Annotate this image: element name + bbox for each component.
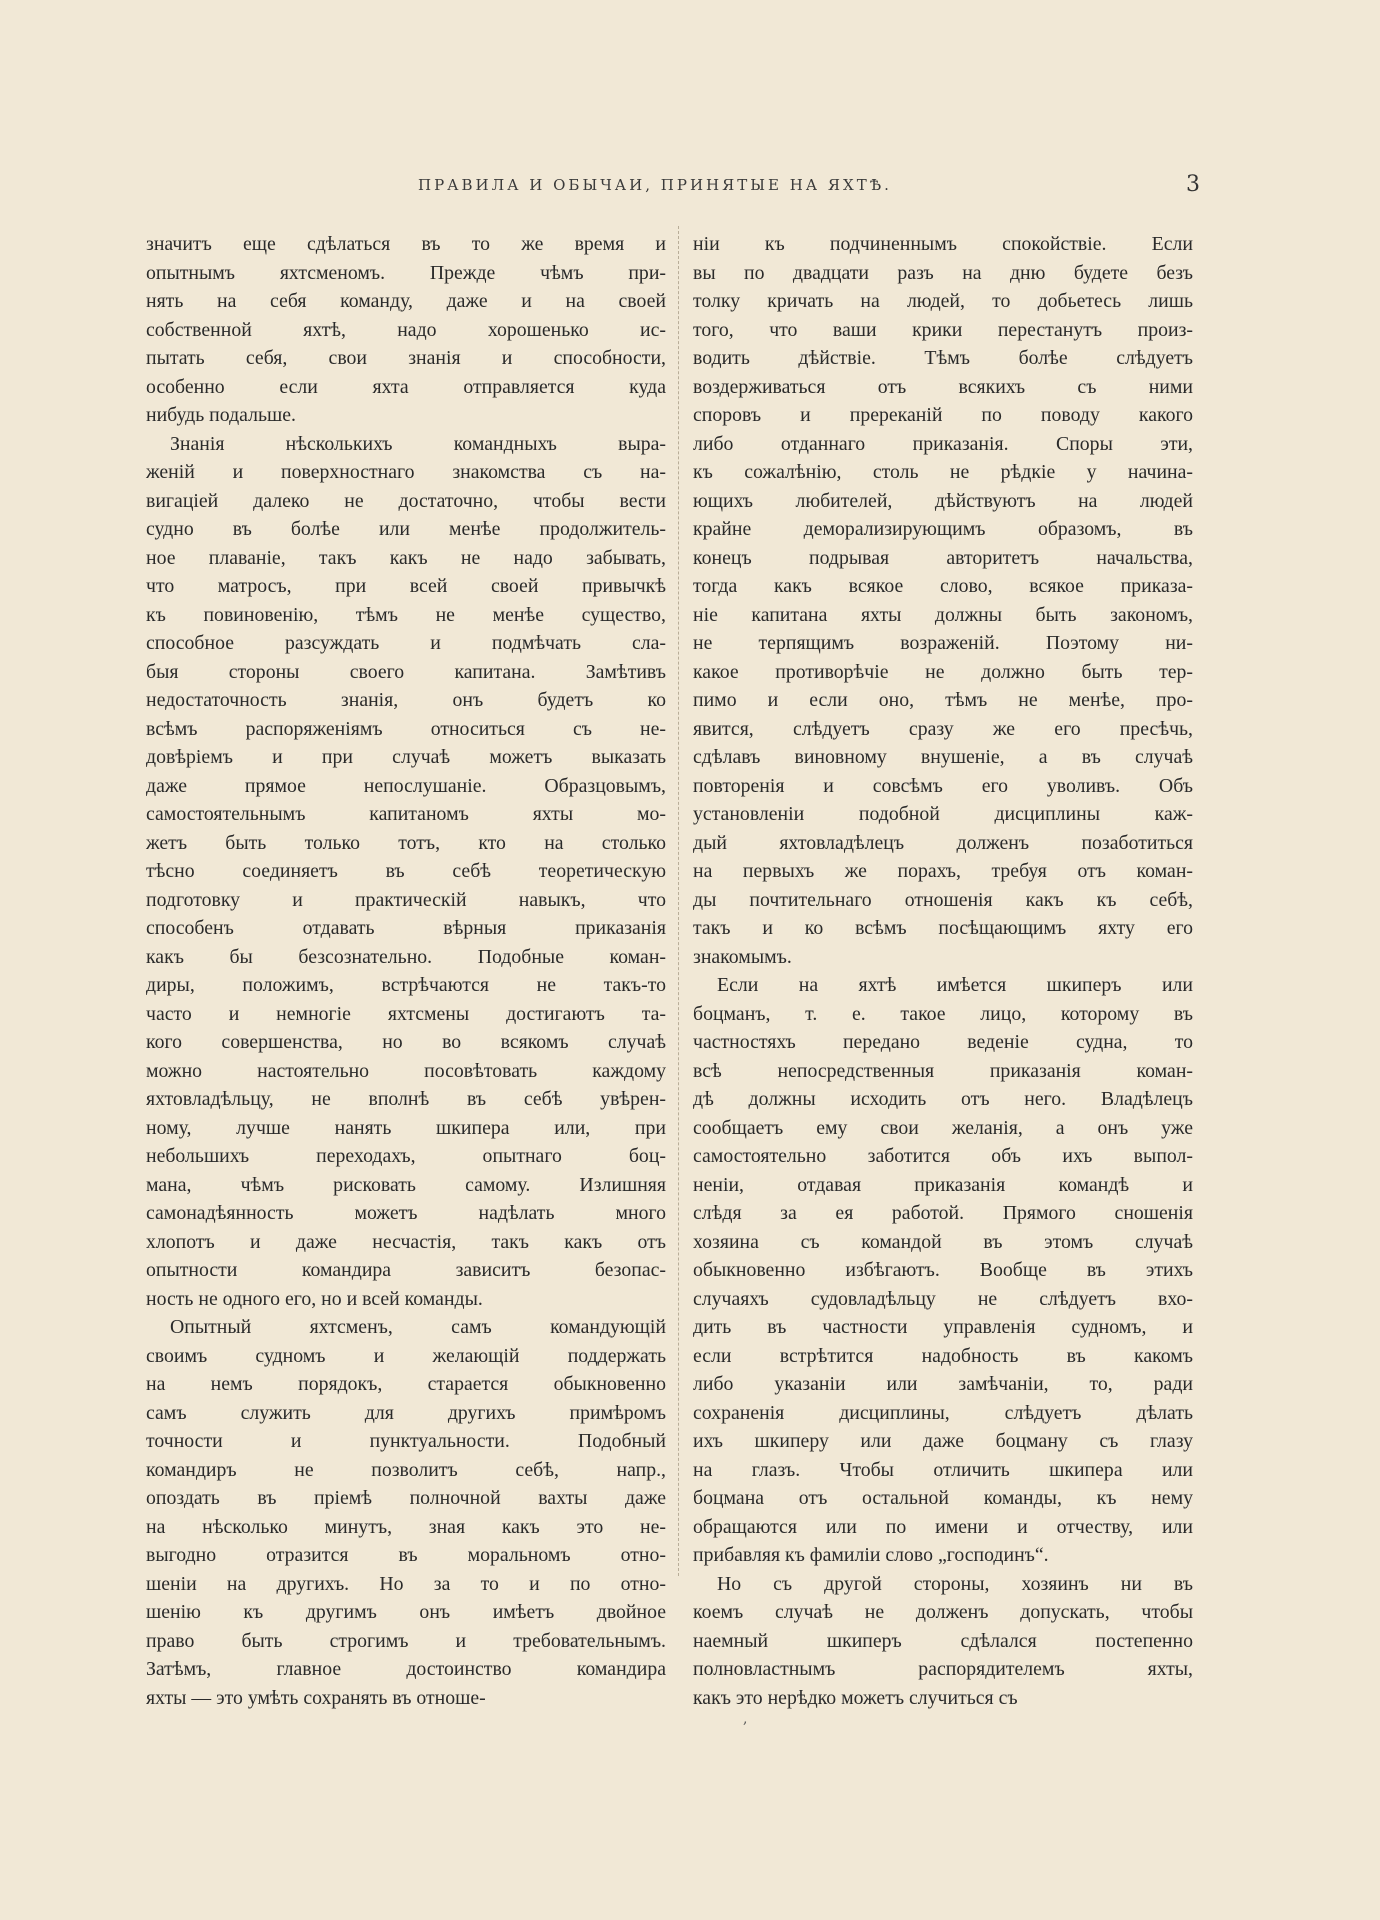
text-line: самонадѣянность можетъ надѣлать много — [146, 1202, 666, 1224]
text-line: можно настоятельно посовѣтовать каждому — [146, 1059, 666, 1082]
text-line: коемъ случаѣ не долженъ допускать, чтобы — [693, 1601, 1193, 1623]
text-line: сообщаетъ ему свои желанія, а онъ уже — [693, 1116, 1193, 1139]
text-line: хлопотъ и даже несчастія, такъ какъ отъ — [146, 1230, 666, 1253]
page-number: 3 — [1186, 172, 1200, 197]
text-line: ное плаваніе, такъ какъ не надо забывать, — [146, 546, 666, 569]
text-line: самостоятельнымъ капитаномъ яхты мо- — [146, 803, 666, 825]
text-line: дый яхтовладѣлецъ долженъ позаботиться — [693, 831, 1193, 854]
text-line: толку кричать на людей, то добьетесь лишь — [693, 290, 1193, 312]
text-line: явится, слѣдуетъ сразу же его пресѣчь, — [693, 717, 1193, 740]
running-title: ПРАВИЛА И ОБЫЧАИ, ПРИНЯТЫЕ НА ЯХТѢ. — [418, 176, 892, 194]
text-line: опытнымъ яхтсменомъ. Прежде чѣмъ при- — [146, 261, 666, 284]
text-line: Затѣмъ, главное достоинство командира — [146, 1658, 666, 1680]
text-line: яхты — это умѣть сохранять въ отноше- — [146, 1686, 486, 1709]
text-line: опытности командира зависитъ безопас- — [146, 1259, 666, 1281]
text-line: жетъ быть только тотъ, кто на столько — [146, 831, 666, 854]
text-line: крайне деморализирующимъ образомъ, въ — [693, 518, 1193, 540]
text-line: выгодно отразится въ моральномъ отно- — [146, 1544, 666, 1566]
text-line: на первыхъ же порахъ, требуя отъ коман- — [693, 860, 1193, 882]
text-line: особенно если яхта отправляется куда — [146, 375, 666, 398]
text-line: какое противорѣчіе не должно быть тер- — [693, 660, 1193, 683]
text-line: ному, лучше нанять шкипера или, при — [146, 1116, 666, 1139]
text-line: судно въ болѣе или менѣе продолжитель- — [146, 518, 666, 540]
text-line: водить дѣйствіе. Тѣмъ болѣе слѣдуетъ — [693, 347, 1193, 369]
text-line: не терпящимъ возраженій. Поэтому ни- — [693, 632, 1193, 654]
text-line: самостоятельно заботится объ ихъ выпол- — [693, 1145, 1193, 1167]
text-line: часто и немногіе яхтсмены достигаютъ та- — [146, 1002, 666, 1025]
text-line: сдѣлавъ виновному внушеніе, а въ случаѣ — [693, 746, 1193, 768]
text-line: Но съ другой стороны, хозяинъ ни въ — [717, 1572, 1193, 1595]
text-line: обращаются или по имени и отчеству, или — [693, 1515, 1193, 1538]
text-line: дить въ частности управленія судномъ, и — [693, 1316, 1193, 1338]
text-line: нибудь подальше. — [146, 404, 296, 426]
text-line: самъ служить для другихъ примѣромъ — [146, 1401, 666, 1424]
text-line: какъ бы безсознательно. Подобные коман- — [146, 945, 666, 968]
text-line: нять на себя команду, даже и на своей — [146, 290, 666, 312]
text-line: яхтовладѣльцу, не вполнѣ въ себѣ увѣрен- — [146, 1088, 666, 1110]
text-line: быя стороны своего капитана. Замѣтивъ — [146, 660, 666, 683]
text-line: ніи къ подчиненнымъ спокойствіе. Если — [693, 233, 1193, 255]
text-line: своимъ судномъ и желающій поддержать — [146, 1344, 666, 1367]
text-line: вигаціей далеко не достаточно, чтобы вести — [146, 489, 666, 512]
text-line: неніи, отдавая приказанія командѣ и — [693, 1173, 1193, 1196]
text-line: способное разсуждать и подмѣчать сла- — [146, 632, 666, 654]
text-line: опоздать въ пріемѣ полночной вахты даже — [146, 1487, 666, 1509]
text-line: къ сожалѣнію, столь не рѣдкіе у начина- — [693, 461, 1193, 483]
text-line: значитъ еще сдѣлаться въ то же время и — [146, 233, 666, 255]
text-line: что матросъ, при всей своей привычкѣ — [146, 575, 666, 597]
text-line: небольшихъ переходахъ, опытнаго боц- — [146, 1145, 666, 1167]
text-line: хозяина съ командой въ этомъ случаѣ — [693, 1230, 1193, 1253]
text-line: шенію къ другимъ онъ имѣетъ двойное — [146, 1601, 666, 1623]
text-line: подготовку и практическій навыкъ, что — [146, 888, 666, 911]
text-line: того, что ваши крики перестанутъ произ- — [693, 318, 1193, 341]
text-line: Знанія нѣсколькихъ командныхъ выра- — [170, 432, 666, 455]
text-line: ность не одного его, но и всей команды. — [146, 1287, 483, 1310]
text-line: установленіи подобной дисциплины каж- — [693, 803, 1193, 825]
text-line: мана, чѣмъ рисковать самому. Излишняя — [146, 1173, 666, 1196]
text-line: ніе капитана яхты должны быть закономъ, — [693, 603, 1193, 626]
text-line: шеніи на другихъ. Но за то и по отно- — [146, 1572, 666, 1595]
text-line: женій и поверхностнаго знакомства съ на- — [146, 461, 666, 483]
text-line: Опытный яхтсменъ, самъ командующій — [170, 1316, 666, 1338]
column-divider — [678, 226, 680, 1576]
text-line: диры, положимъ, встрѣчаются не такъ-то — [146, 974, 666, 996]
footer-mark: , — [743, 1711, 748, 1727]
text-line: ихъ шкиперу или даже боцману съ глазу — [693, 1430, 1193, 1452]
text-line: либо отданнаго приказанія. Споры эти, — [693, 432, 1193, 455]
text-line: боцманъ, т. е. такое лицо, которому въ — [693, 1002, 1193, 1025]
text-line: ды почтительнаго отношенія какъ къ себѣ, — [693, 888, 1193, 911]
text-line: дѣ должны исходить отъ него. Владѣлецъ — [693, 1088, 1193, 1110]
text-line: прибавляя къ фамиліи слово „господинъ“. — [693, 1544, 1049, 1566]
text-line: либо указаніи или замѣчаніи, то, ради — [693, 1373, 1193, 1395]
text-line: къ повиновенію, тѣмъ не менѣе существо, — [146, 603, 666, 626]
text-line: полновластнымъ распорядителемъ яхты, — [693, 1658, 1193, 1680]
text-line: право быть строгимъ и требовательнымъ. — [146, 1629, 666, 1652]
text-line: пимо и если оно, тѣмъ не менѣе, про- — [693, 689, 1193, 711]
text-line: способенъ отдавать вѣрныя приказанія — [146, 917, 666, 939]
text-line: знакомымъ. — [693, 945, 792, 968]
text-line: даже прямое непослушаніе. Образцовымъ, — [146, 774, 666, 797]
text-line: случаяхъ судовладѣльцу не слѣдуетъ вхо- — [693, 1287, 1193, 1310]
text-line: собственной яхтѣ, надо хорошенько ис- — [146, 318, 666, 341]
text-line: кого совершенства, но во всякомъ случаѣ — [146, 1031, 666, 1053]
text-line: точности и пунктуальности. Подобный — [146, 1430, 666, 1452]
text-line: пытать себя, свои знанія и способности, — [146, 347, 666, 369]
text-line: ющихъ любителей, дѣйствуютъ на людей — [693, 489, 1193, 512]
text-line: командиръ не позволитъ себѣ, напр., — [146, 1458, 666, 1481]
text-line: воздерживаться отъ всякихъ съ ними — [693, 375, 1193, 398]
text-line: вы по двадцати разъ на дню будете безъ — [693, 261, 1193, 284]
text-line: всѣмъ распоряженіямъ относиться съ не- — [146, 717, 666, 740]
text-line: какъ это нерѣдко можетъ случиться съ — [693, 1686, 1018, 1709]
text-line: споровъ и пререканій по поводу какого — [693, 404, 1193, 426]
text-line: всѣ непосредственныя приказанія коман- — [693, 1059, 1193, 1082]
text-line: слѣдя за ея работой. Прямого сношенія — [693, 1202, 1193, 1224]
text-line: на немъ порядокъ, старается обыкновенно — [146, 1373, 666, 1395]
text-line: если встрѣтится надобность въ какомъ — [693, 1344, 1193, 1367]
right-column — [693, 230, 1193, 1712]
text-line: частностяхъ передано веденіе судна, то — [693, 1031, 1193, 1053]
left-column — [146, 230, 666, 1712]
text-line: повторенія и совсѣмъ его уволивъ. Объ — [693, 774, 1193, 797]
text-line: конецъ подрывая авторитетъ начальства, — [693, 546, 1193, 569]
text-line: боцмана отъ остальной команды, къ нему — [693, 1487, 1193, 1509]
text-line: сохраненія дисциплины, слѣдуетъ дѣлать — [693, 1401, 1193, 1424]
text-line: на нѣсколько минутъ, зная какъ это не- — [146, 1515, 666, 1538]
text-line: такъ и ко всѣмъ посѣщающимъ яхту его — [693, 917, 1193, 939]
text-line: недостаточность знанія, онъ будетъ ко — [146, 689, 666, 711]
text-line: довѣріемъ и при случаѣ можетъ выказать — [146, 746, 666, 768]
text-line: Если на яхтѣ имѣется шкиперъ или — [717, 974, 1193, 996]
text-line: наемный шкиперъ сдѣлался постепенно — [693, 1629, 1193, 1652]
text-line: обыкновенно избѣгаютъ. Вообще въ этихъ — [693, 1259, 1193, 1281]
text-line: тогда какъ всякое слово, всякое приказа- — [693, 575, 1193, 597]
text-line: тѣсно соединяетъ въ себѣ теоретическую — [146, 860, 666, 882]
text-line: на глазъ. Чтобы отличить шкипера или — [693, 1458, 1193, 1481]
